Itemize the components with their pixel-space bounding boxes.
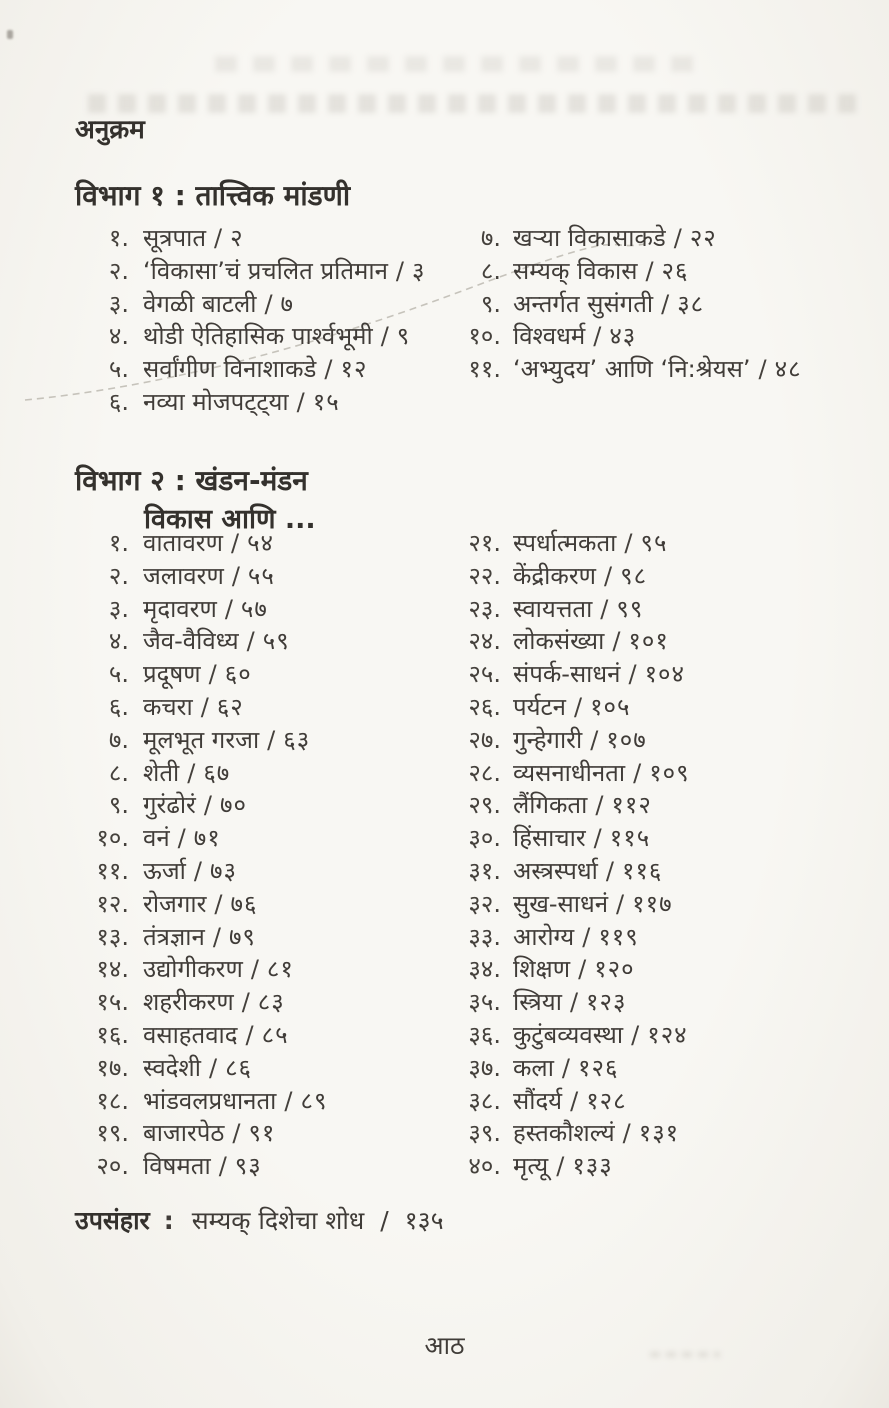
toc-item xyxy=(445,560,690,593)
toc-item-title: स्वदेशी xyxy=(143,1053,201,1082)
toc-item-title: जलावरण xyxy=(143,561,224,590)
separator-slash: / xyxy=(208,660,217,689)
toc-item-number: १०. xyxy=(468,322,501,351)
section1-columns xyxy=(75,222,879,419)
toc-item-title: पर्यटन xyxy=(513,692,566,721)
toc-item-title: अन्तर्गत सुसंगती xyxy=(513,289,654,318)
toc-item-page: १३३ xyxy=(572,1152,613,1181)
separator-slash: / xyxy=(612,627,621,656)
toc-item-number: १. xyxy=(108,224,129,252)
toc-item xyxy=(75,288,445,321)
reverse-page-showthrough xyxy=(215,56,695,72)
toc-item xyxy=(445,953,690,986)
conclusion-page: १३५ xyxy=(404,1206,444,1235)
toc-item-number: ८. xyxy=(480,256,501,285)
toc-item-page: ६० xyxy=(224,660,252,689)
toc-item-page: ९ xyxy=(396,322,411,351)
toc-item-title: स्त्रिया xyxy=(513,988,562,1017)
toc-item-number: ९. xyxy=(108,791,129,820)
toc-item-page: २ xyxy=(230,224,244,252)
toc-item-title: विश्वधर्म xyxy=(513,322,586,351)
toc-item xyxy=(75,1052,445,1085)
separator-slash: / xyxy=(187,758,196,787)
toc-item xyxy=(75,527,445,560)
toc-item-page: ४३ xyxy=(609,322,637,351)
separator-slash: / xyxy=(232,1119,241,1148)
toc-item xyxy=(445,255,802,288)
toc-item xyxy=(75,320,445,353)
toc-item-number: २४. xyxy=(468,627,501,656)
toc-item-number: १७. xyxy=(96,1053,129,1082)
toc-item-page: १२० xyxy=(594,955,635,984)
toc-item xyxy=(445,1150,690,1183)
toc-item xyxy=(445,1052,690,1085)
toc-item-number: ४. xyxy=(108,627,129,656)
separator-slash: / xyxy=(561,1053,571,1082)
separator-slash: / xyxy=(231,561,240,590)
separator-slash: / xyxy=(573,692,583,721)
toc-item-title: मृदावरण xyxy=(143,594,217,623)
separator-slash: / xyxy=(296,387,305,416)
toc-item-number: ५. xyxy=(108,660,129,689)
toc-item-number: ३०. xyxy=(468,824,501,853)
toc-item xyxy=(75,222,445,255)
toc-item-number: ३१. xyxy=(468,856,501,885)
toc-item-number: ९. xyxy=(480,289,501,318)
section2-right-column xyxy=(445,527,690,1183)
toc-item-page: ९९ xyxy=(616,594,644,623)
toc-item-page: ६३ xyxy=(283,725,311,754)
section2-columns xyxy=(75,527,879,1183)
toc-item xyxy=(75,888,445,921)
toc-item xyxy=(75,625,445,658)
separator-slash: / xyxy=(578,955,587,984)
toc-item xyxy=(445,1019,690,1052)
toc-item-title: व्यसनाधीनता xyxy=(513,758,626,787)
toc-item-page: ३८ xyxy=(677,289,705,318)
toc-item-page: १२४ xyxy=(647,1020,688,1049)
toc-item-number: २. xyxy=(108,561,129,590)
toc-item-number: ८. xyxy=(108,758,129,787)
toc-item-page: ८६ xyxy=(225,1053,253,1082)
toc-item-number: १९. xyxy=(96,1119,129,1148)
toc-item-page: ७९ xyxy=(228,922,256,951)
separator-slash: / xyxy=(203,791,212,820)
toc-item-number: २२. xyxy=(468,561,501,590)
separator-slash: / xyxy=(600,594,609,623)
toc-item-number: २. xyxy=(108,256,129,285)
separator-slash: / xyxy=(214,889,223,918)
section2-left-column xyxy=(75,527,445,1183)
toc-item-title: संपर्क-साधनं xyxy=(513,660,621,689)
toc-item xyxy=(75,921,445,954)
separator-slash: / xyxy=(177,824,186,853)
toc-item xyxy=(445,1117,690,1150)
toc-item-number: २७. xyxy=(468,725,501,754)
toc-item-number: २०. xyxy=(96,1152,129,1181)
toc-item-title: अस्त्रस्पर्धा xyxy=(513,856,598,885)
toc-item-title: रोजगार xyxy=(143,889,207,918)
toc-item-number: ३४. xyxy=(468,955,501,984)
toc-item-number: २९. xyxy=(468,791,501,820)
toc-item-page: १२३ xyxy=(586,988,627,1017)
toc-item-title: ‘अभ्युदय’ आणि ‘नि:श्रेयस’ xyxy=(513,355,751,384)
toc-item xyxy=(445,527,690,560)
toc-item xyxy=(75,1085,445,1118)
separator-slash: / xyxy=(673,224,682,252)
toc-item-number: ३. xyxy=(108,289,129,318)
toc-item-number: ५. xyxy=(108,355,129,384)
toc-item-title: शिक्षण xyxy=(513,955,571,984)
toc-item-number: ११. xyxy=(96,856,129,885)
toc-item-title: कुटुंबव्यवस्था xyxy=(513,1020,624,1049)
toc-item-page: १२६ xyxy=(578,1053,619,1082)
toc-item-page: ८५ xyxy=(261,1020,289,1049)
toc-item-number: ३७. xyxy=(468,1053,501,1082)
toc-item-title: गुन्हेगारी xyxy=(513,725,583,754)
toc-item xyxy=(445,625,690,658)
separator-slash: / xyxy=(590,725,599,754)
separator-slash: / xyxy=(628,660,637,689)
toc-item-page: १०७ xyxy=(606,725,647,754)
separator-slash: / xyxy=(245,1020,254,1049)
separator-slash: / xyxy=(616,889,625,918)
toc-item-page: १३१ xyxy=(638,1119,680,1148)
toc-item xyxy=(75,691,445,724)
toc-item-number: ३२. xyxy=(468,889,501,918)
toc-item-number: २५. xyxy=(468,660,501,689)
toc-item-page: १५ xyxy=(312,387,340,416)
toc-item-number: १०. xyxy=(96,824,129,853)
toc-item-number: ६. xyxy=(108,387,129,416)
toc-item-number: ३६. xyxy=(468,1020,501,1049)
toc-item-title: कला xyxy=(513,1053,554,1082)
toc-item-title: विषमता xyxy=(143,1152,211,1181)
toc-item-title: सुख-साधनं xyxy=(513,889,609,918)
toc-item-page: १०१ xyxy=(628,627,669,656)
toc-item-number: १४. xyxy=(96,955,129,984)
separator-slash: / xyxy=(218,1152,227,1181)
toc-item xyxy=(445,1085,690,1118)
separator-slash: / xyxy=(246,627,255,656)
toc-item-page: ७३ xyxy=(209,856,237,885)
toc-item-page: ११२ xyxy=(611,791,652,820)
toc-item-number: २१. xyxy=(468,529,501,557)
section2-heading: विभाग २ : खंडन-मंडन xyxy=(75,464,308,497)
toc-item xyxy=(75,953,445,986)
separator-slash: / xyxy=(267,725,276,754)
toc-item-page: ८१ xyxy=(266,955,294,984)
toc-item-title: वेगळी बाटली xyxy=(143,289,257,318)
toc-item-page: ८३ xyxy=(257,988,285,1017)
toc-item-number: ३. xyxy=(108,594,129,623)
separator-slash: / xyxy=(284,1086,293,1115)
toc-item-title: शेती xyxy=(143,758,180,787)
toc-item-number: ४. xyxy=(108,322,129,351)
page-title: अनुक्रम xyxy=(75,115,145,145)
toc-item-title: वातावरण xyxy=(143,529,223,557)
toc-item-page: ९३ xyxy=(234,1152,262,1181)
toc-item-number: ३५. xyxy=(468,988,501,1017)
toc-item xyxy=(75,353,445,386)
toc-item-title: ‘विकासा’चं प्रचलित प्रतिमान xyxy=(143,256,388,285)
toc-item-page: ५५ xyxy=(247,561,275,590)
separator-slash: / xyxy=(622,1119,631,1148)
toc-item-page: ५७ xyxy=(240,594,268,623)
separator-slash: / xyxy=(582,922,591,951)
toc-item-number: ७. xyxy=(480,224,501,252)
toc-item xyxy=(445,757,690,790)
toc-item xyxy=(445,888,690,921)
toc-item-page: ११७ xyxy=(632,889,673,918)
toc-item xyxy=(75,593,445,626)
toc-item-number: ७. xyxy=(108,725,129,754)
toc-item-page: ७६ xyxy=(230,889,258,918)
toc-item xyxy=(75,386,445,419)
toc-item xyxy=(445,222,802,255)
toc-item-title: स्वायत्तता xyxy=(513,594,593,623)
toc-item-number: १२. xyxy=(96,889,129,918)
separator-slash: / xyxy=(230,529,240,557)
toc-item xyxy=(75,789,445,822)
section1-right-column xyxy=(445,222,802,386)
toc-item xyxy=(445,822,690,855)
toc-item-page: ९५ xyxy=(640,529,668,557)
toc-item-page: १२ xyxy=(340,355,368,384)
toc-item-title: मृत्यू xyxy=(513,1152,549,1181)
toc-item-title: सूत्रपात xyxy=(143,224,206,252)
toc-item xyxy=(445,658,690,691)
conclusion-title: सम्यक् दिशेचा शोध xyxy=(191,1206,365,1235)
separator-slash: / xyxy=(758,355,767,384)
toc-item xyxy=(445,986,690,1019)
toc-item-number: ४०. xyxy=(468,1152,501,1181)
separator-slash: / xyxy=(380,322,389,351)
separator-slash: / xyxy=(633,758,642,787)
separator-slash: / xyxy=(208,1053,218,1082)
separator-slash: / xyxy=(605,856,614,885)
separator-slash: / xyxy=(645,256,654,285)
toc-item-title: सम्यक् विकास xyxy=(513,256,638,285)
separator-slash: / xyxy=(631,1020,640,1049)
toc-item-number: २८. xyxy=(468,758,501,787)
toc-item-number: ६. xyxy=(108,692,129,721)
toc-item-title: खऱ्या विकासाकडे xyxy=(513,224,666,252)
toc-item-title: शहरीकरण xyxy=(143,988,234,1017)
toc-item xyxy=(75,255,445,288)
toc-item-page: १०४ xyxy=(644,660,686,689)
separator-slash: / xyxy=(604,561,613,590)
toc-item xyxy=(445,691,690,724)
toc-item-page: ११५ xyxy=(609,824,651,853)
toc-item xyxy=(75,822,445,855)
toc-item xyxy=(445,288,802,321)
toc-item-title: हस्तकौशल्यं xyxy=(513,1119,615,1148)
separator-slash: / xyxy=(224,594,233,623)
toc-item-number: १. xyxy=(108,529,129,557)
toc-item-number: १५. xyxy=(96,988,129,1017)
separator-slash: / xyxy=(241,988,250,1017)
toc-item xyxy=(445,353,802,386)
toc-item-page: ७१ xyxy=(193,824,221,853)
toc-item-page: ७० xyxy=(219,791,247,820)
separator-slash: / xyxy=(250,955,259,984)
scan-speck xyxy=(7,30,13,39)
section1-left-column xyxy=(75,222,445,419)
toc-item-title: वसाहतवाद xyxy=(143,1020,238,1049)
toc-item xyxy=(75,560,445,593)
toc-item xyxy=(445,789,690,822)
toc-item-number: ३८. xyxy=(468,1086,501,1115)
toc-item xyxy=(75,986,445,1019)
toc-item-title: स्पर्धात्मकता xyxy=(513,529,617,557)
toc-item-page: ६७ xyxy=(203,758,231,787)
separator-slash: / xyxy=(212,922,221,951)
toc-item-title: कचरा xyxy=(143,692,193,721)
toc-item-number: ३३. xyxy=(468,922,501,951)
toc-item-title: सर्वांगीण विनाशाकडे xyxy=(143,355,317,384)
separator-slash: / xyxy=(570,1086,579,1115)
footer-page-number-word: आठ xyxy=(424,1331,465,1360)
toc-item-title: हिंसाचार xyxy=(513,824,586,853)
separator-slash: / xyxy=(324,355,333,384)
toc-item xyxy=(75,1117,445,1150)
toc-item-title: गुरंढोरं xyxy=(143,791,196,820)
toc-item-number: १३. xyxy=(96,922,129,951)
separator-slash: / xyxy=(556,1152,565,1181)
toc-item-page: ९८ xyxy=(620,561,648,590)
separator-slash: / xyxy=(661,289,670,318)
toc-item xyxy=(75,724,445,757)
toc-item xyxy=(445,320,802,353)
separator-slash: / xyxy=(624,529,633,557)
separator-slash: / xyxy=(595,791,604,820)
toc-item-title: आरोग्य xyxy=(513,922,575,951)
toc-item-number: १६. xyxy=(96,1020,129,1049)
toc-item xyxy=(75,1019,445,1052)
separator-slash: / xyxy=(264,289,273,318)
toc-item-page: १०९ xyxy=(649,758,690,787)
toc-item xyxy=(75,1150,445,1183)
toc-item-page: १०५ xyxy=(590,692,631,721)
toc-item-page: ६२ xyxy=(216,692,244,721)
separator-slash: / xyxy=(593,322,602,351)
toc-item-title: नव्या मोजपट्ट्या xyxy=(143,387,289,416)
toc-item-page: ९१ xyxy=(248,1119,276,1148)
toc-item xyxy=(75,658,445,691)
toc-item xyxy=(445,724,690,757)
separator-slash: / xyxy=(193,856,202,885)
toc-item-page: ११९ xyxy=(598,922,639,951)
toc-item xyxy=(445,921,690,954)
toc-item-title: भांडवलप्रधानता xyxy=(143,1086,277,1115)
toc-item-title: वनं xyxy=(143,824,170,853)
toc-item-title: सौंदर्य xyxy=(513,1086,563,1115)
toc-item-title: लोकसंख्या xyxy=(513,627,605,656)
separator-slash: / xyxy=(200,692,209,721)
separator-slash: / xyxy=(593,824,602,853)
conclusion-label: उपसंहार xyxy=(75,1206,150,1235)
toc-item-title: केंद्रीकरण xyxy=(513,561,596,590)
reverse-page-showthrough xyxy=(88,94,858,113)
toc-item-title: तंत्रज्ञान xyxy=(143,922,205,951)
toc-item-title: ऊर्जा xyxy=(143,856,186,885)
toc-item-page: २६ xyxy=(661,256,689,285)
toc-item-page: २२ xyxy=(689,224,717,252)
conclusion-line xyxy=(75,1203,444,1237)
toc-item-title: मूलभूत गरजा xyxy=(143,725,260,754)
separator-slash: / xyxy=(214,224,223,252)
toc-item-page: ३ xyxy=(412,256,426,285)
toc-item-title: लैंगिकता xyxy=(513,791,588,820)
toc-item-number: ३९. xyxy=(468,1119,501,1148)
separator-slash: / xyxy=(380,1206,389,1235)
section2-subheading: विकास आणि ... xyxy=(144,504,316,535)
toc-item-title: उद्योगीकरण xyxy=(143,955,243,984)
toc-item-title: प्रदूषण xyxy=(143,660,201,689)
toc-item-number: १८. xyxy=(96,1086,129,1115)
separator-slash: / xyxy=(395,256,405,285)
toc-item-page: ७ xyxy=(280,289,295,318)
toc-item-page: ४८ xyxy=(774,355,802,384)
toc-item-number: २३. xyxy=(468,594,501,623)
section1-heading: विभाग १ : तात्त्विक मांडणी xyxy=(75,179,351,212)
toc-item-number: २६. xyxy=(468,692,501,721)
toc-item xyxy=(445,593,690,626)
toc-item-title: जैव-वैविध्य xyxy=(143,627,239,656)
toc-item-page: १२८ xyxy=(586,1086,627,1115)
toc-item-title: थोडी ऐतिहासिक पार्श्वभूमी xyxy=(143,322,373,351)
toc-item-page: ८९ xyxy=(300,1086,328,1115)
toc-item-number: ११. xyxy=(468,355,501,384)
toc-item-title: बाजारपेठ xyxy=(143,1119,225,1148)
toc-item xyxy=(75,757,445,790)
separator-slash: / xyxy=(569,988,579,1017)
toc-item-page: ५९ xyxy=(262,627,290,656)
toc-item-page: ५४ xyxy=(247,529,275,557)
conclusion-colon: : xyxy=(163,1206,174,1235)
toc-item xyxy=(445,855,690,888)
toc-item-page: ११६ xyxy=(621,856,663,885)
toc-item xyxy=(75,855,445,888)
